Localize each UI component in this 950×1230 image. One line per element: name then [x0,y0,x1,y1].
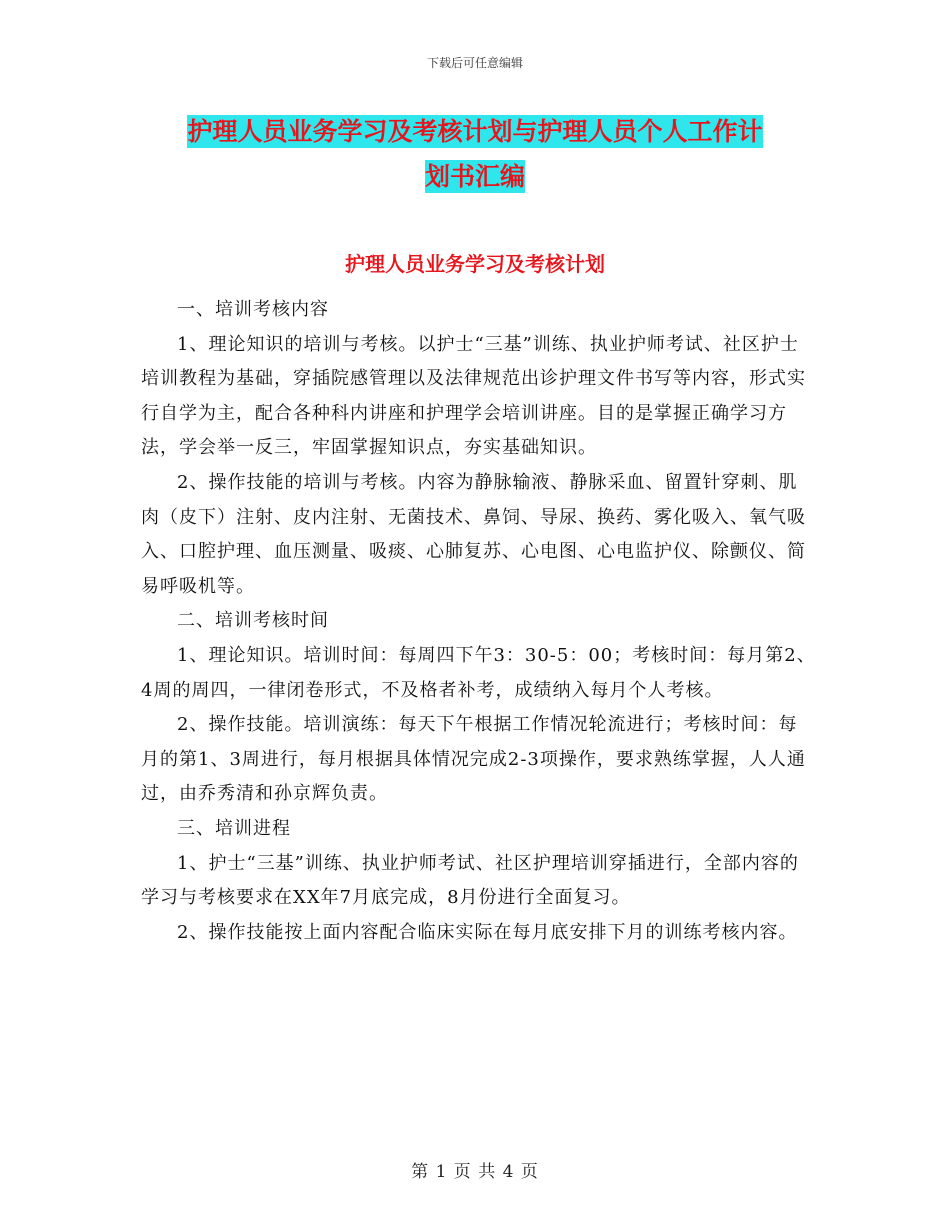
page-header-note: 下载后可任意编辑 [426,56,523,70]
heading-training-progress: 三、培训进程 [177,817,291,839]
title-highlight-1: 护理人员业务学习及考核计划与护理人员个人工作计 [187,117,763,146]
document-title-line-2 [0,157,950,193]
paragraph-skill-training: 2、操作技能的培训与考核。内容为静脉输液、静脉采血、留置针穿刺、肌肉（皮下）注射、皮内注射、无菌技术、鼻饲、导尿、换药、雾化吸入、氧气吸入、口腔护理、血压测量、吸痰、心肺复苏、心电图、心电监护仪、除颤仪、简易呼吸机等。 [141,471,806,597]
heading-training-content: 一、培训考核内容 [177,299,329,320]
paragraph-progress-1: 1、护士“三基”训练、执业护师考试、社区护理培训穿插进行，全部内容的学习与考核要求在XX年7月底完成，8月份进行全面复习。 [141,852,799,909]
paragraph-progress-2: 2、操作技能按上面内容配合临床实际在每月底安排下月的训练考核内容。 [177,921,798,943]
title-highlight-2: 划书汇编 [424,162,525,191]
paragraph-theory-training: 1、理论知识的培训与考核。以护士“三基”训练、执业护师考试、社区护士培训教程为基础，穿插院感管理以及法律规范出诊护理文件书写等内容，形式实行自学为主，配合各种科内讲座和护理学会培训讲座。目的是掌握正确学习方法，学会举一反三，牢固掌握知识点，夯实基础知识。 [141,333,806,459]
heading-training-time: 二、培训考核时间 [177,610,329,632]
document-title-line-1 [0,112,950,148]
paragraph-skill-time: 2、操作技能。培训演练：每天下午根据工作情况轮流进行；考核时间：每月的第1、3周进行，每月根据具体情况完成2-3项操作，要求熟练掌握，人人通过，由乔秀清和孙京辉负责。 [141,714,806,805]
page-number-footer: 第 1 页 共 4 页 [411,1162,539,1182]
paragraph-theory-time: 1、理论知识。培训时间：每周四下午3：30-5：00；考核时间：每月第2、4周的周四，一律闭卷形式，不及格者补考，成绩纳入每月个人考核。 [141,644,816,701]
section-title: 护理人员业务学习及考核计划 [345,252,605,276]
document-body [141,293,816,950]
